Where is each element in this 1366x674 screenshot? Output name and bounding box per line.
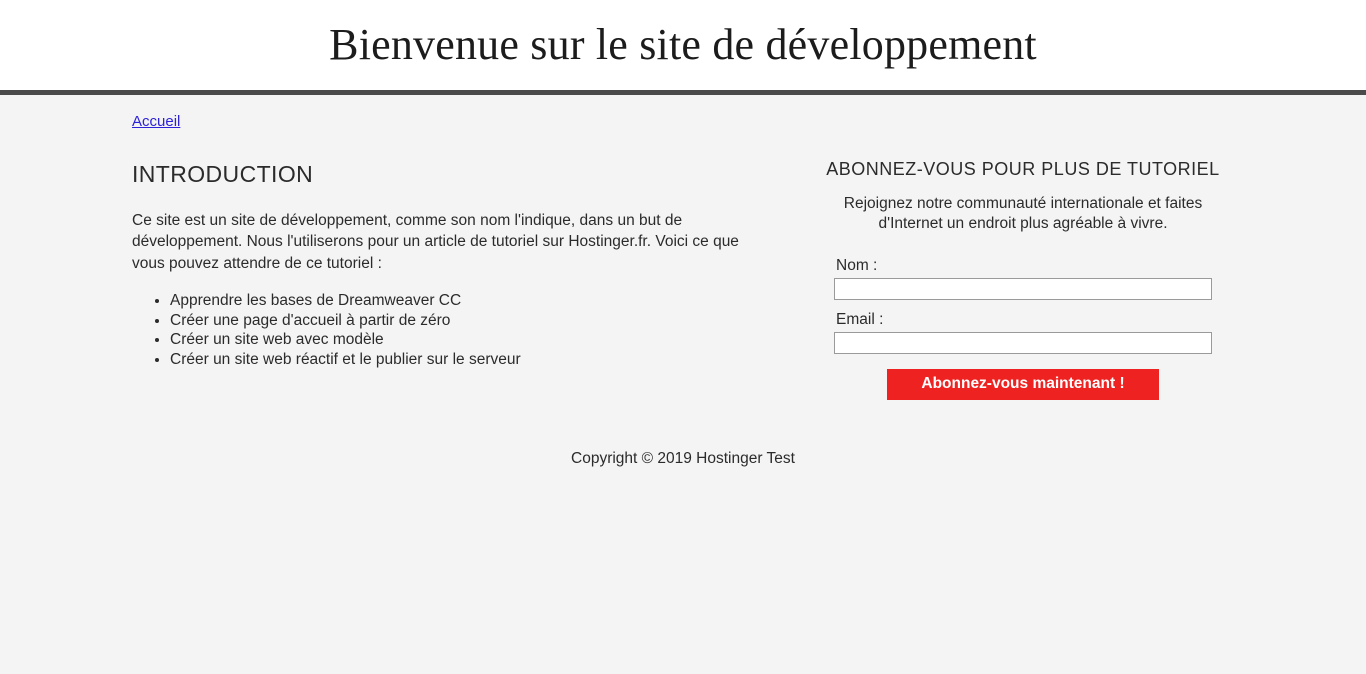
page-title: Bienvenue sur le site de développement (329, 19, 1037, 69)
email-field-label: Email : (836, 310, 884, 328)
copyright-text: Copyright © 2019 Hostinger Test (571, 449, 795, 467)
tutorial-feature-list (132, 292, 772, 369)
subscribe-description: Rejoignez notre communauté internationale et faites d'Internet un endroit plus agréable à vivre. (843, 195, 1203, 233)
subscribe-button[interactable]: Abonnez-vous maintenant ! (887, 369, 1159, 400)
site-footer (0, 450, 1366, 468)
subscribe-heading: ABONNEZ-VOUS POUR PLUS DE TUTORIEL (826, 159, 1220, 179)
name-field-label: Nom : (836, 256, 878, 274)
list-item: • Créer un site web réactif et le publier sur le serveur (170, 351, 772, 370)
nav-item-accueil[interactable]: Accueil (132, 113, 181, 130)
submit-button-wrapper (834, 369, 1212, 400)
introduction-heading: INTRODUCTION (132, 161, 314, 187)
list-item: • Créer un site web avec modèle (170, 331, 772, 350)
site-header (0, 0, 1366, 95)
name-input[interactable] (834, 278, 1212, 300)
primary-navigation (0, 95, 1366, 131)
subscribe-section (812, 153, 1234, 400)
subscribe-form (834, 257, 1212, 400)
list-item: • Apprendre les bases de Dreamweaver CC (170, 292, 772, 311)
list-item: • Créer une page d'accueil à partir de zéro (170, 312, 772, 331)
main-content (0, 131, 1366, 400)
introduction-paragraph: Ce site est un site de développement, comme son nom l'indique, dans un but de développement. Nous l'utiliserons pour un article de tutoriel sur Hostinger.fr. Voici ce que vous pouvez attendre de ce tutoriel : (132, 212, 739, 272)
email-input[interactable] (834, 332, 1212, 354)
introduction-section (132, 153, 772, 400)
